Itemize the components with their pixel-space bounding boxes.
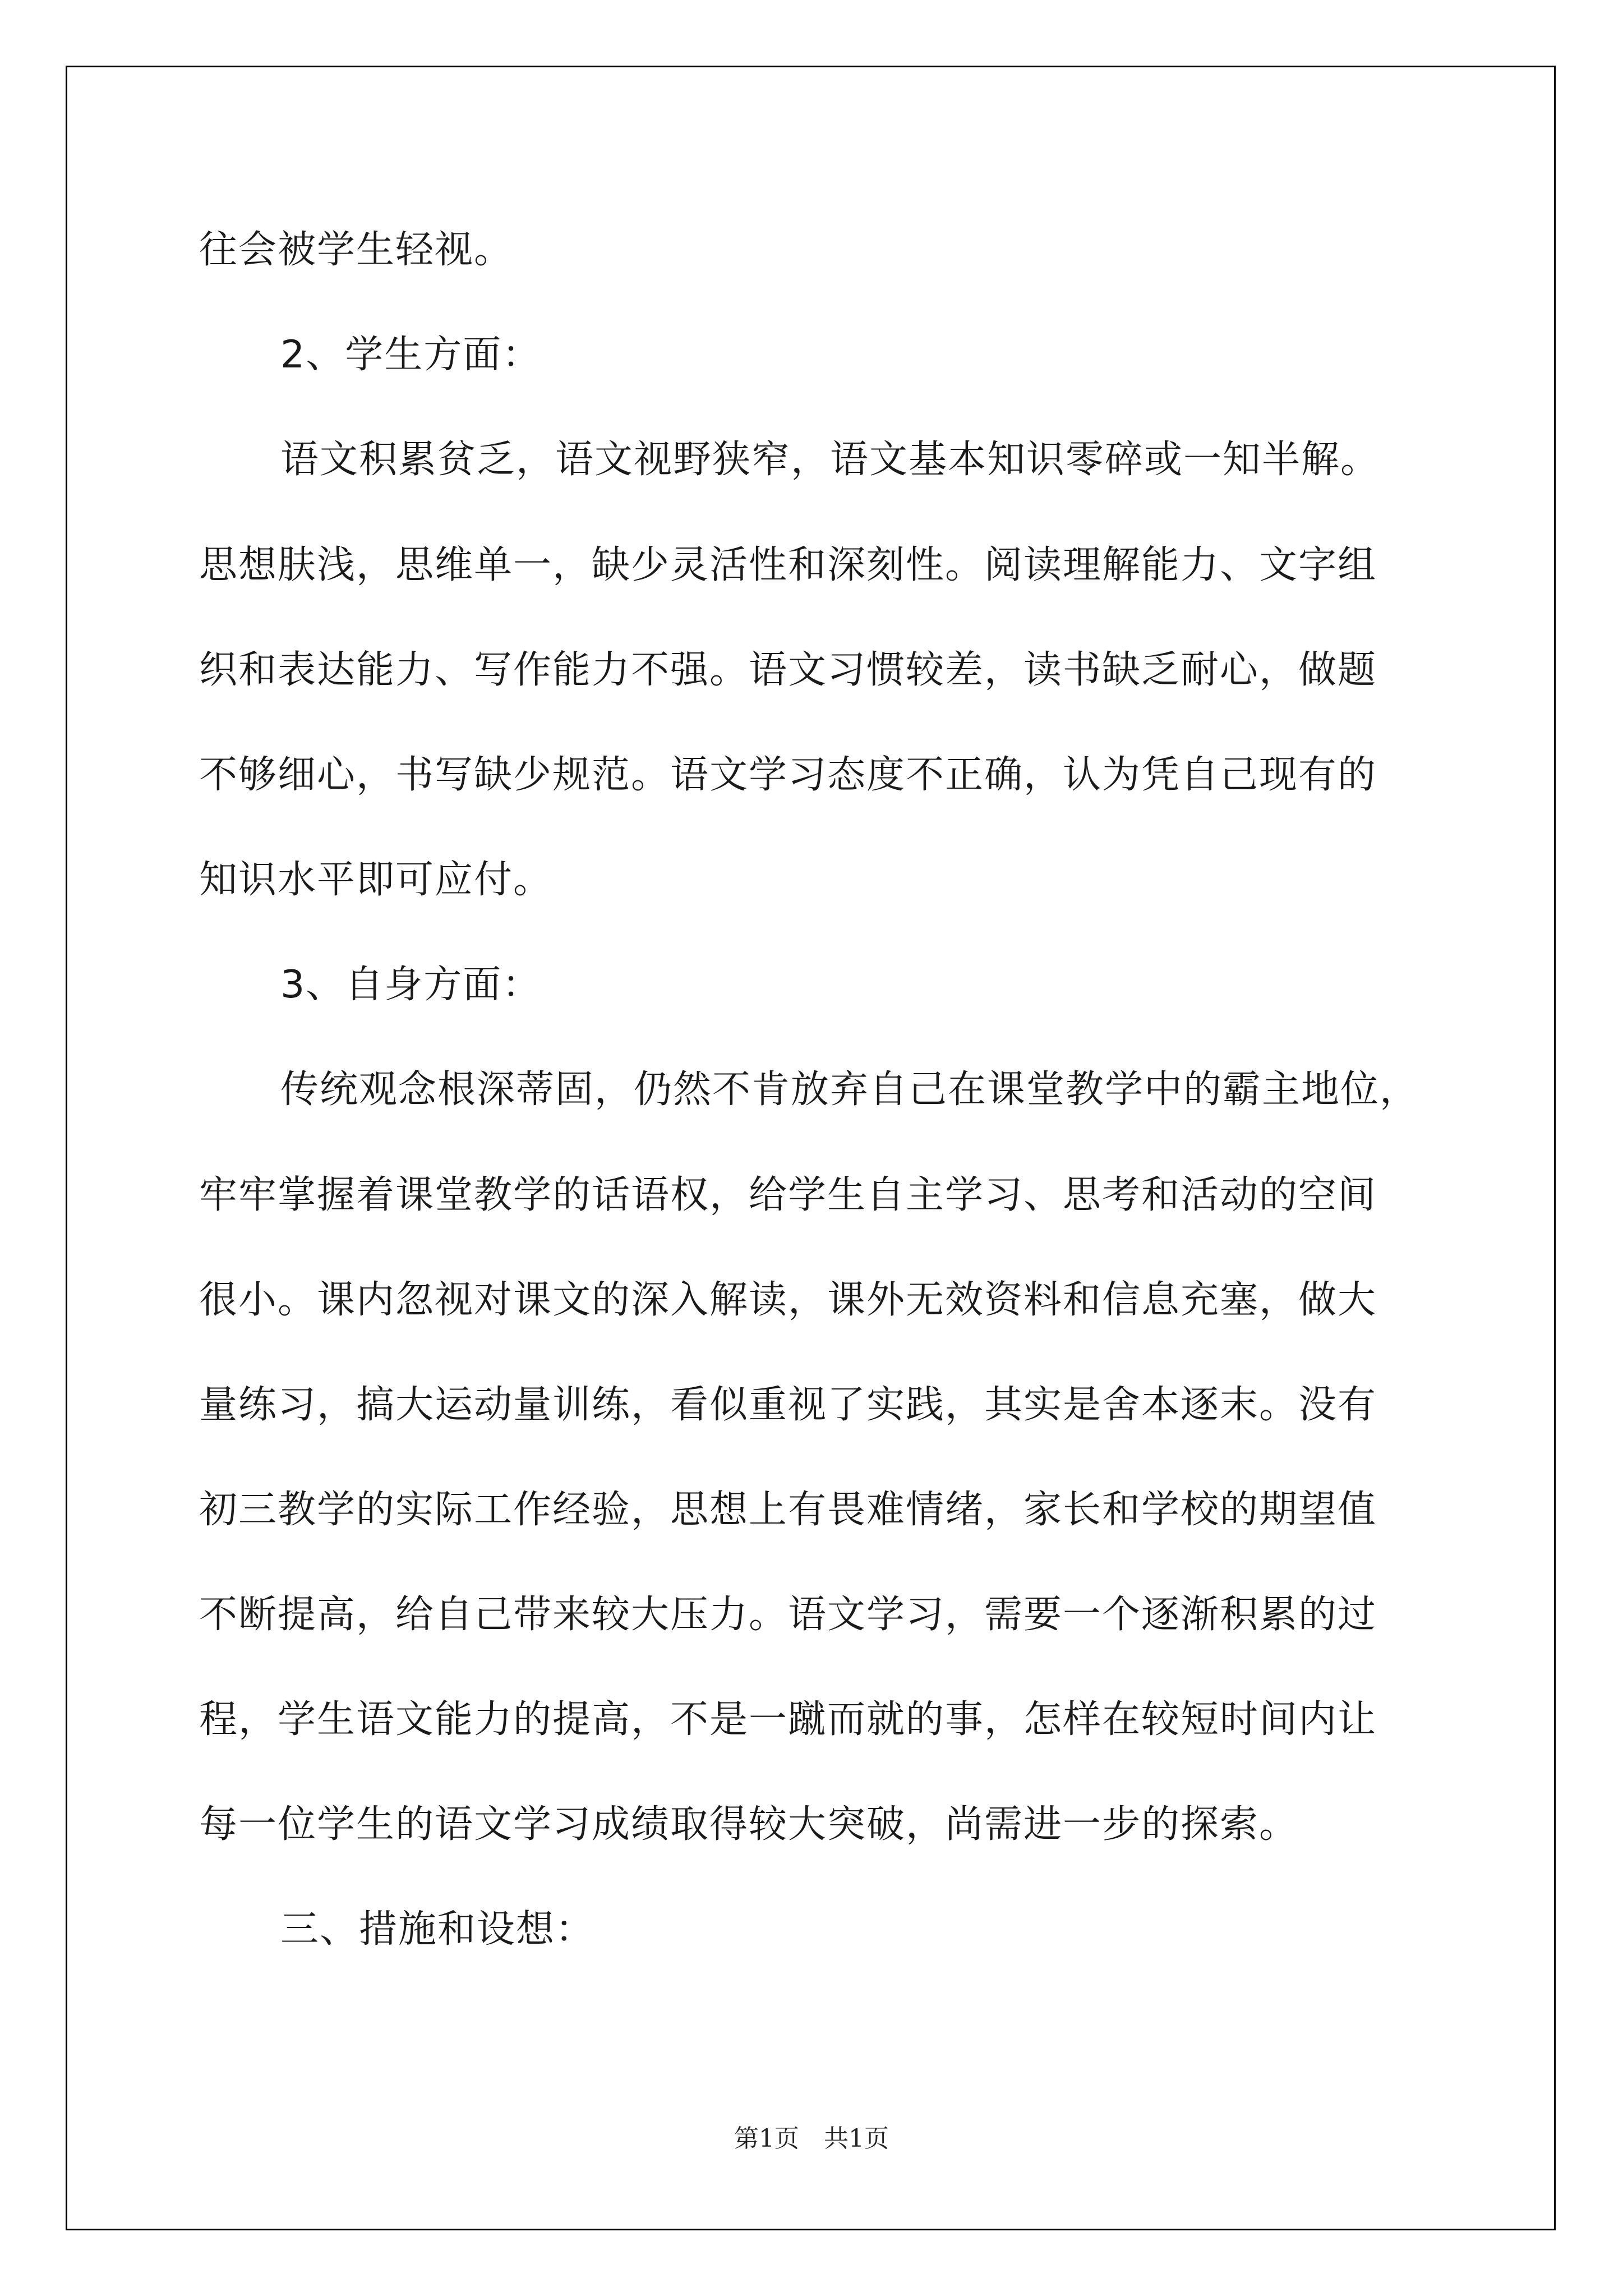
- paragraph-line: 织和表达能力、写作能力不强。语文习惯较差，读书缺乏耐心，做题: [199, 648, 1377, 692]
- section-heading-students: 2、学生方面：: [280, 333, 542, 377]
- paragraph-line: 初三教学的实际工作经验，思想上有畏难情绪，家长和学校的期望值: [199, 1488, 1377, 1532]
- paragraph-line: 知识水平即可应付。: [199, 858, 553, 902]
- paragraph-line: 不够细心，书写缺少规范。语文学习态度不正确，认为凭自己现有的: [199, 753, 1377, 797]
- paragraph-line: 思想肤浅，思维单一，缺少灵活性和深刻性。阅读理解能力、文字组: [199, 543, 1377, 587]
- paragraph-line: 每一位学生的语文学习成绩取得较大突破，尚需进一步的探索。: [199, 1802, 1299, 1847]
- paragraph-line: 牢牢掌握着课堂教学的话语权，给学生自主学习、思考和活动的空间: [199, 1173, 1377, 1217]
- paragraph-line: 语文积累贫乏，语文视野狭窄，语文基本知识零碎或一知半解。: [280, 438, 1380, 482]
- section-heading-measures: 三、措施和设想：: [280, 1907, 595, 1952]
- paragraph-line: 程，学生语文能力的提高，不是一蹴而就的事，怎样在较短时间内让: [199, 1697, 1377, 1742]
- paragraph-line: 不断提高，给自己带来较大压力。语文学习，需要一个逐渐积累的过: [199, 1593, 1377, 1637]
- page-border: [66, 66, 1556, 2230]
- section-heading-self: 3、自身方面：: [280, 963, 542, 1007]
- page-number-footer: 第1页 共1页: [734, 2124, 889, 2153]
- paragraph-line: 量练习，搞大运动量训练，看似重视了实践，其实是舍本逐末。没有: [199, 1383, 1377, 1427]
- paragraph-line: 往会被学生轻视。: [199, 228, 514, 272]
- paragraph-line: 很小。课内忽视对课文的深入解读，课外无效资料和信息充塞，做大: [199, 1278, 1377, 1322]
- paragraph-line: 传统观念根深蒂固，仍然不肯放弃自己在课堂教学中的霸主地位，: [280, 1068, 1419, 1112]
